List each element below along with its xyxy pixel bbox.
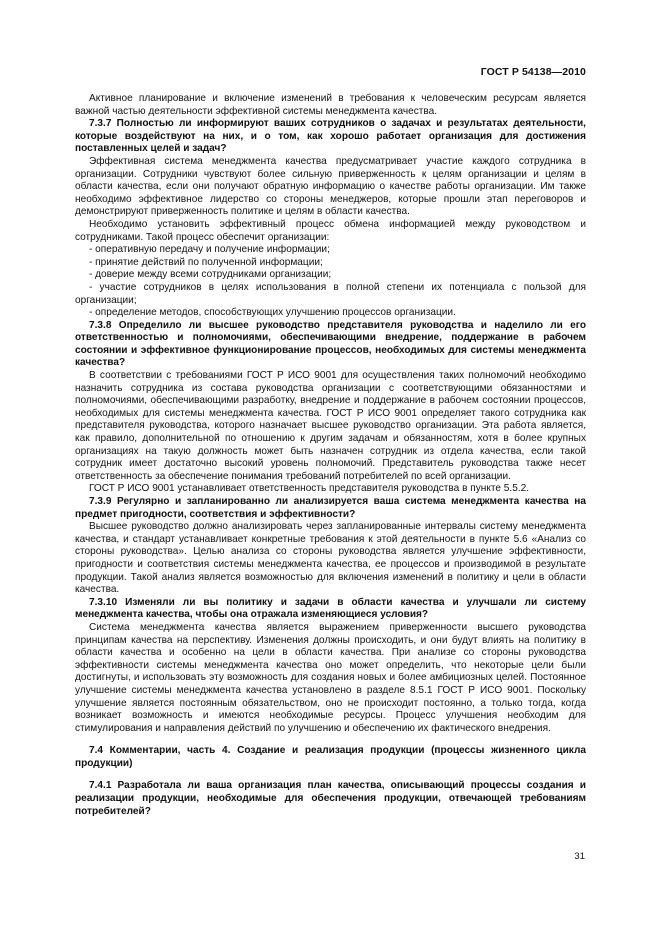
list-item: - определение методов, способствующих улучшению процессов организации. (89, 307, 456, 319)
list-item: - участие сотрудников в целях использования в полной степени их потенциала с пользой для организации; (75, 281, 586, 306)
section-heading-7-3-7: 7.3.7 Полностью ли информируют ваших сотрудников о задачах и результатах деятельности, которые воздействуют на них, и о том, как хорошо работает организация для достижения поставленных целей и задач? (75, 118, 586, 155)
section-heading-7-4: 7.4 Комментарии, часть 4. Создание и реализация продукции (процессы жизненного цикла продукции) (75, 745, 586, 769)
paragraph: В соответствии с требованиями ГОСТ Р ИСО 9001 для осуществления таких полномочий необходимо назначить сотрудника из состава руководства организации с соответствующими обязанностями и полномочиями, обеспечивающими разработку, внедрение и поддержание в рабочем состоянии процессов, необходимых для системы менеджмента качества. ГОСТ Р ИСО 9001 определяет такого сотрудника как представителя руководства, которого назначает высшее руководство организации. Эта работа является, как правило, дополнительной по отношению к другим задачам и обязанностям, хотя в более крупных организациях на такую должность может быть назначен сотрудник из отдела качества, если такой сотрудник имеет достаточно высокий уровень полномочий. Представитель руководства также несет ответственность за обеспечение понимания требований потребителей по всей организации. (75, 370, 586, 482)
paragraph: Высшее руководство должно анализировать через запланированные интервалы систему менеджмента качества, и стандарт устанавливает конкретные требования к этой деятельности в пункте 5.6 «Анализ со стороны руководства». Целью анализа со стороны руководства является улучшение эффективности, пригодности и соответствия системы менеджмента качества, ее процессов и производимой в результате продукции. Такой анализ является возможностью для включения изменений в политику и цели в области качества. (75, 521, 586, 596)
list-item: - принятие действий по полученной информации; (89, 256, 323, 268)
page-body (75, 93, 586, 818)
section-heading-7-3-10: 7.3.10 Изменяли ли вы политику и задачи в области качества и улучшали ли систему менеджмента качества, чтобы она отражала изменяющиеся условия? (75, 596, 586, 621)
list-item: - доверие между всеми сотрудниками организации; (89, 269, 332, 281)
standard-header: ГОСТ Р 54138—2010 (480, 66, 586, 78)
paragraph: Эффективная система менеджмента качества предусматривает участие каждого сотрудника в организации. Сотрудники чувствуют более сильную приверженность к целям организации и целям в области качества, если они получают обратную информацию о качестве работы организации. Им также необходимо эффективное лидерство со стороны менеджеров, которые прошли этап переговоров и демонстрируют приверженность политике и целям в области качества. (75, 155, 586, 218)
paragraph: Система менеджмента качества является выражением приверженности высшего руководства принципам качества на перспективу. Изменения должны происходить, и они будут влиять на политику в области качества и особенно на цели в области качества. При анализе со стороны руководства эффективности системы менеджмента качества оно может определить, что некоторые цели были достигнуты, и использовать эту возможность для создания новых и более амбициозных целей. Постоянное улучшение системы менеджмента качества установлено в разделе 8.5.1 ГОСТ Р ИСО 9001. Поскольку улучшение является постоянным обязательством, оно не происходит постоянно, а только тогда, когда возникает возможность и имеются необходимые ресурсы. Процесс улучшения необходим для стимулирования и направления действий по улучшению и обеспечению их фактического внедрения. (75, 621, 586, 734)
section-heading-7-3-9: 7.3.9 Регулярно и запланированно ли анализируется ваша система менеджмента качества на предмет пригодности, соответствия и эффективности? (75, 496, 586, 520)
section-heading-7-4-1: 7.4.1 Разработала ли ваша организация план качества, описывающий процессы создания и реализации продукции, необходимые для обеспечения продукции, отвечающей требованиям потребителей? (75, 780, 586, 817)
list-item: - оперативную передачу и получение информации; (89, 244, 330, 256)
paragraph: Необходимо установить эффективный процесс обмена информацией между руководством и сотрудниками. Такой процесс обеспечит организации: (75, 218, 586, 243)
paragraph: ГОСТ Р ИСО 9001 устанавливает ответственность представителя руководства в пункте 5.5.2. (89, 483, 530, 495)
page-number: 31 (574, 851, 585, 862)
section-heading-7-3-8: 7.3.8 Определило ли высшее руководство представителя руководства и наделило ли его ответственностью и полномочиями, обеспечивающими внедрение, поддержание в рабочем состоянии и эффективное функционирование процессов, необходимых для системы менеджмента качества? (75, 319, 586, 369)
paragraph: Активное планирование и включение изменений в требования к человеческим ресурсам является важной частью деятельности эффективной системы менеджмента качества. (75, 93, 586, 117)
